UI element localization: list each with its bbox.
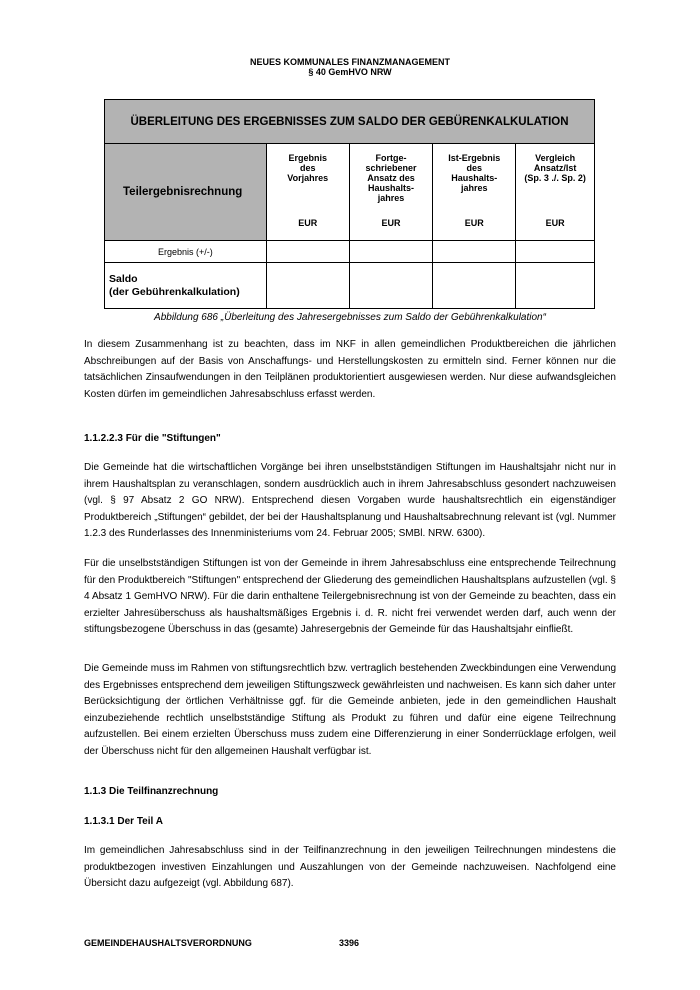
table-cell: [433, 241, 516, 263]
footer-title: GEMEINDEHAUSHALTSVERORDNUNG: [84, 938, 252, 948]
table-row: [105, 241, 595, 263]
table-row: [105, 263, 595, 309]
figure-caption: Abbildung 686 „Überleitung des Jahresergebnisses zum Saldo der Gebührenkalkulation“: [154, 312, 546, 323]
paragraph: Im gemeindlichen Jahresabschluss sind in der Teilfinanzrechnung in den jeweiligen Teilrechnungen mindestens die produktbezogen investiven Einzahlungen und Auszahlungen von der Gemeinde nachzuweisen. Nachfolgend eine Übersicht dazu aufgezeigt (vgl. Abbildung 687).: [84, 845, 616, 889]
table-cell: [516, 241, 595, 263]
column-label: Fortge- schriebener Ansatz des Haushalts- jahres: [365, 153, 417, 203]
reconciliation-table: [104, 99, 595, 309]
row-label-ergebnis: Ergebnis (+/-): [105, 241, 267, 263]
column-label: Ergebnis des Vorjahres: [287, 153, 329, 183]
row-label-saldo: Saldo (der Gebührenkalkulation): [105, 263, 267, 309]
column-unit: EUR: [545, 218, 565, 228]
paragraph: Die Gemeinde hat die wirtschaftlichen Vorgänge bei ihren unselbstständigen Stiftungen im Haushaltsjahr nicht nur in ihrem Haushaltsplan zu veranschlagen, sondern ausdrücklich auch in ihrem Jahresabschluss gesondert nachzuweisen (vgl. § 97 Absatz 2 GO NRW). Entsprechend diesen Vorgaben wurde haushaltsrechtlich ein eigenständiger Produktbereich „Stiftungen“ gebildet, der bei der Haushaltsplanung und Haushaltsabrechnung relevant ist (vgl. Nummer 1.2.3 des Runderlasses des Innenministeriums vom 24. Februar 2005; SMBl. NRW. 6300).: [84, 462, 616, 539]
paragraph: Für die unselbstständigen Stiftungen ist von der Gemeinde in ihrem Jahresabschluss eine entsprechende Teilrechnung für den Produktbereich "Stiftungen" entsprechend der Gliederung des gemeindlichen Haushaltsplans aufzustellen (vgl. § 4 Absatz 1 GemHVO NRW). Für die darin enthaltene Teilergebnisrechnung ist von der Gemeinde zu beachten, dass ein erzielter Jahresüberschuss als haushaltsmäßiges Ergebnis i. d. R. nicht frei verwendet werden darf, auch wenn der stiftungsbezogene Überschuss in das (gesamte) Jahresergebnis der Gemeinde für das Haushaltsjahr einfließt.: [84, 558, 616, 635]
row-header-teilergebnisrechnung: Teilergebnisrechnung: [105, 144, 267, 241]
table-cell: [266, 241, 349, 263]
column-header: [433, 144, 516, 241]
table-cell: [433, 263, 516, 309]
section-heading: 1.1.3.1 Der Teil A: [84, 816, 163, 827]
section-heading: 1.1.2.2.3 Für die "Stiftungen": [84, 433, 221, 444]
paragraph: Die Gemeinde muss im Rahmen von stiftungsrechtlich bzw. vertraglich bestehenden Zweckbindungen eine Verwendung des Ergebnisses entsprechend dem jeweiligen Stiftungszweck gewährleisten und nachweisen. Es kann sich daher unter Berücksichtigung der örtlichen Verhältnisse ggf. für die Gemeinde anbieten, jede in den gemeindlichen Haushalt einzubeziehende rechtlich unselbstständige Stiftung als Produkt zu führen und dafür eine eigene Teilrechnung aufzustellen. Bei einem erzielten Überschuss muss zudem eine Differenzierung in einer Sonderrücklage erfolgen, weil der Überschuss nicht für den allgemeinen Haushalt verfügbar ist.: [84, 663, 616, 757]
section-heading: 1.1.3 Die Teilfinanzrechnung: [84, 786, 219, 797]
header-line-2: § 40 GemHVO NRW: [308, 67, 392, 77]
table-cell: [349, 241, 433, 263]
page-header: [0, 57, 700, 77]
column-header: [349, 144, 433, 241]
table-cell: [266, 263, 349, 309]
column-label: Vergleich Ansatz/Ist (Sp. 3 ./. Sp. 2): [524, 153, 586, 183]
table-cell: [349, 263, 433, 309]
column-header: [266, 144, 349, 241]
column-header: [516, 144, 595, 241]
column-unit: EUR: [298, 218, 318, 228]
table-title: ÜBERLEITUNG DES ERGEBNISSES ZUM SALDO DER GEBÜRENKALKULATION: [105, 100, 595, 144]
column-label: Ist-Ergebnis des Haushalts- jahres: [448, 153, 501, 193]
table-cell: [516, 263, 595, 309]
page-number: 3396: [339, 938, 360, 948]
column-unit: EUR: [381, 218, 401, 228]
paragraph: In diesem Zusammenhang ist zu beachten, dass im NKF in allen gemeindlichen Produktbereichen die jährlichen Abschreibungen auf der Basis von Anschaffungs- und Herstellungskosten zu ermitteln sind. Ferner können nur die tatsächlichen Zinsaufwendungen in den Teilplänen produktorientiert ausgewiesen werden. Nur diese aufwandsgleichen Kosten dürfen im gemeindlichen Jahresabschluss erfasst werden.: [84, 339, 616, 400]
column-unit: EUR: [464, 218, 484, 228]
header-line-1: NEUES KOMMUNALES FINANZMANAGEMENT: [250, 57, 450, 67]
